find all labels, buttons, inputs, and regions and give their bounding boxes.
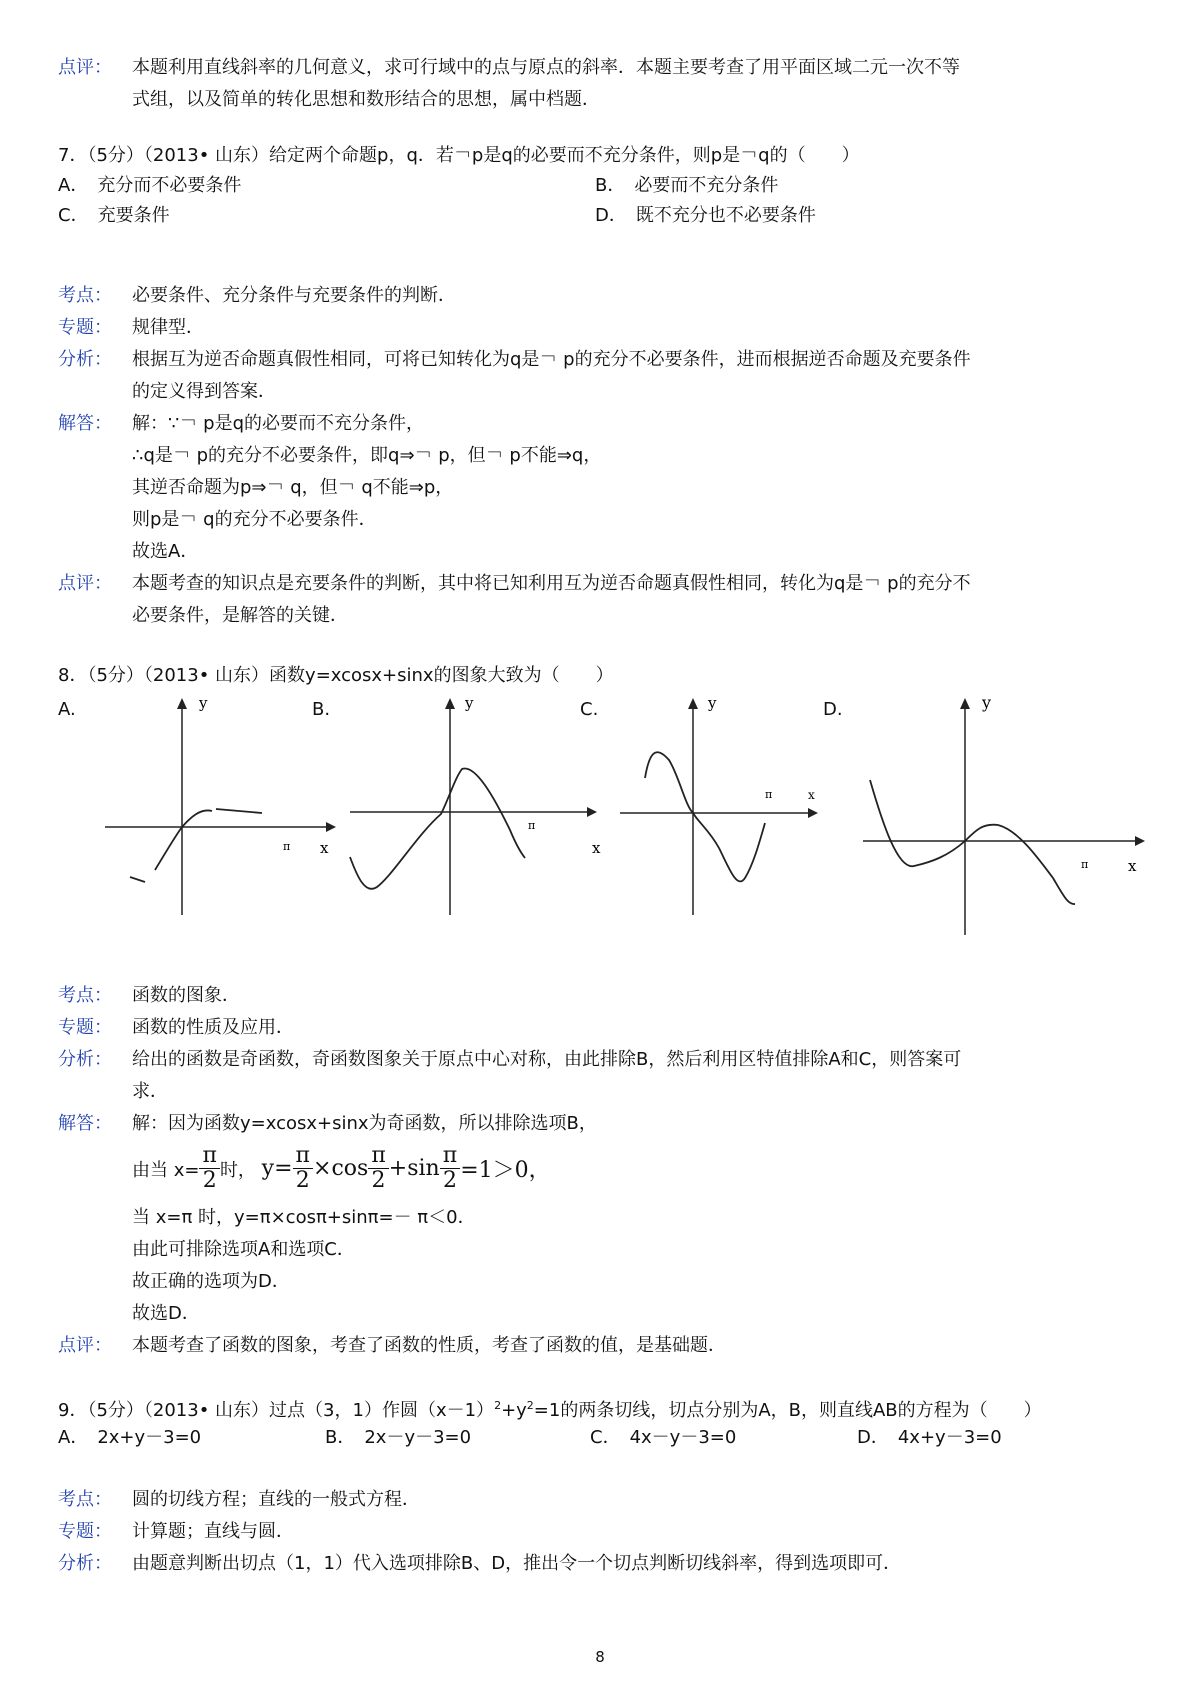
q8-zhuanti xyxy=(58,1012,1148,1044)
q7-option-b: B． 必要而不充分条件 xyxy=(595,175,779,196)
q7-dianping xyxy=(58,568,1148,600)
dianping-line-1: 本题考查的知识点是充要条件的判断，其中将已知利用互为逆否命题真假性相同，转化为q是￢ p的充分不 xyxy=(132,573,971,594)
jieda-label: 解答： xyxy=(58,1113,112,1134)
fenxi-label: 分析： xyxy=(58,349,112,370)
jieda-label: 解答： xyxy=(58,413,112,434)
q8-graph-d-letter: D. xyxy=(823,699,843,720)
curve xyxy=(645,752,765,881)
dianping-text: 本题考查了函数的图象，考查了函数的性质，考查了函数的值，是基础题． xyxy=(132,1335,726,1356)
q8-equation xyxy=(132,1144,551,1200)
graph-c xyxy=(615,690,825,920)
q8-graph-b-letter: B. xyxy=(312,699,331,720)
zhuanti-text: 规律型． xyxy=(132,317,204,338)
q7-option-a: A． 充分而不必要条件 xyxy=(58,175,242,196)
question-8-stem: 8．（5分）（2013• 山东）函数y=xcosx+sinx的图象大致为（ ） xyxy=(58,665,614,686)
q7-jieda-line-5: 故选A． xyxy=(132,541,199,562)
y-label: y xyxy=(708,694,717,712)
y-label: y xyxy=(199,694,208,712)
top-comment xyxy=(58,52,1148,84)
comment-line-2: 式组，以及简单的转化思想和数形结合的思想，属中档题． xyxy=(132,89,600,110)
q8-kaodian xyxy=(58,980,1148,1012)
q8-graph-a-letter: A. xyxy=(58,699,76,720)
q7-jieda-line-4: 则p是￢ q的充分不必要条件． xyxy=(132,509,377,530)
q8-jieda-line-5: 故正确的选项为D． xyxy=(132,1271,290,1292)
fenxi-label: 分析： xyxy=(58,1049,112,1070)
curve xyxy=(130,809,262,882)
pi-tick: π xyxy=(1081,858,1089,871)
fenxi-line-1: 根据互为逆否命题真假性相同，可将已知转化为q是￢ p的充分不必要条件，进而根据逆否命题及充要条件 xyxy=(132,349,971,370)
superscript: 2 xyxy=(526,1399,534,1412)
eq-text-1: 由当 x= xyxy=(132,1159,200,1181)
q7-jieda xyxy=(58,408,1148,440)
kaodian-label: 考点： xyxy=(58,1489,112,1510)
x-label: x xyxy=(808,788,815,802)
dianping-label: 点评： xyxy=(58,573,112,594)
zhuanti-label: 专题： xyxy=(58,1521,112,1542)
fraction-pi-over-2 xyxy=(368,1144,388,1193)
q9-option-d: D． 4x+y－3=0 xyxy=(857,1427,1002,1448)
y-label: y xyxy=(982,693,992,712)
q9-option-c: C． 4x－y－3=0 xyxy=(590,1427,737,1448)
pi-tick: π xyxy=(528,819,536,832)
jieda-line-1: 解：因为函数y=xcosx+sinx为奇函数，所以排除选项B， xyxy=(132,1113,597,1134)
pi-tick: π xyxy=(283,840,291,853)
x-label: x xyxy=(1128,857,1137,875)
fraction-pi-over-2 xyxy=(440,1144,460,1193)
kaodian-text: 必要条件、充分条件与充要条件的判断． xyxy=(132,285,456,306)
eq-text-2: 时， xyxy=(219,1159,256,1181)
q8-jieda-line-3: 当 x=π 时，y=π×cosπ+sinπ=－ π＜0． xyxy=(132,1207,476,1228)
stem-part-3: =1的两条切线，切点分别为A，B，则直线AB的方程为（ ） xyxy=(533,1400,1042,1421)
question-7-stem: 7．（5分）（2013• 山东）给定两个命题p，q．若￢p是q的必要而不充分条件，则p是￢q的（ ） xyxy=(58,145,860,166)
q7-dianping-line-2: 必要条件，是解答的关键． xyxy=(132,605,348,626)
q9-kaodian xyxy=(58,1484,1148,1516)
denominator: 2 xyxy=(202,1168,217,1193)
x-label: x xyxy=(592,839,601,857)
x-label: x xyxy=(320,839,329,857)
kaodian-text: 函数的图象． xyxy=(132,985,240,1006)
stem-part-2: +y xyxy=(501,1400,527,1421)
q7-option-d: D． 既不充分也不必要条件 xyxy=(595,205,816,226)
q8-jieda xyxy=(58,1108,1148,1140)
graph-a xyxy=(100,690,340,920)
denominator: 2 xyxy=(371,1168,386,1193)
q7-jieda-line-2: ∴q是￢ p的充分不必要条件，即q⇒￢ p，但￢ p不能⇒q， xyxy=(132,445,602,466)
curve xyxy=(350,768,525,888)
fraction-pi-over-2 xyxy=(293,1144,313,1193)
q7-option-c: C． 充要条件 xyxy=(58,205,170,226)
zhuanti-label: 专题： xyxy=(58,1017,112,1038)
x-axis-arrow xyxy=(326,822,336,832)
fenxi-text: 由题意判断出切点（1，1）代入选项排除B、D，推出令一个切点判断切线斜率，得到选项即可． xyxy=(132,1553,902,1574)
zhuanti-text: 计算题；直线与圆． xyxy=(132,1521,294,1542)
x-axis-arrow xyxy=(587,807,597,817)
zhuanti-label: 专题： xyxy=(58,317,112,338)
numerator: π xyxy=(440,1144,460,1169)
eq-text-6: =1＞0， xyxy=(460,1158,551,1183)
eq-text-3: y= xyxy=(261,1156,293,1181)
superscript: 2 xyxy=(494,1399,502,1412)
q8-jieda-line-6: 故选D． xyxy=(132,1303,200,1324)
stem-part-1: 9．（5分）（2013• 山东）过点（3，1）作圆（x－1） xyxy=(58,1400,495,1421)
kaodian-label: 考点： xyxy=(58,985,112,1006)
q7-jieda-line-3: 其逆否命题为p⇒￢ q，但￢ q不能⇒p， xyxy=(132,477,454,498)
fenxi-line-1: 给出的函数是奇函数，奇函数图象关于原点中心对称，由此排除B，然后利用区特值排除A和C，则答案可 xyxy=(132,1049,962,1070)
q8-fenxi-line-2: 求． xyxy=(132,1081,168,1102)
q8-fenxi xyxy=(58,1044,1148,1076)
eq-text-5: +sin xyxy=(388,1156,440,1181)
q8-dianping xyxy=(58,1330,1148,1362)
graph-b xyxy=(345,690,605,920)
fraction-pi-over-2 xyxy=(199,1144,219,1193)
dianping-label: 点评： xyxy=(58,1335,112,1356)
q9-zhuanti xyxy=(58,1516,1148,1548)
y-axis-arrow xyxy=(960,698,970,709)
q7-fenxi xyxy=(58,344,1148,376)
page-number: 8 xyxy=(595,1648,605,1666)
numerator: π xyxy=(293,1144,313,1169)
denominator: 2 xyxy=(442,1168,457,1193)
y-label: y xyxy=(465,694,474,712)
q7-fenxi-line-2: 的定义得到答案． xyxy=(132,381,276,402)
denominator: 2 xyxy=(295,1168,310,1193)
numerator: π xyxy=(368,1144,388,1169)
fenxi-label: 分析： xyxy=(58,1553,112,1574)
curve xyxy=(870,780,1075,904)
q7-kaodian xyxy=(58,280,1148,312)
graph-d xyxy=(858,690,1158,940)
y-axis-arrow xyxy=(688,698,698,709)
q9-fenxi xyxy=(58,1548,1148,1580)
zhuanti-text: 函数的性质及应用． xyxy=(132,1017,294,1038)
y-axis-arrow xyxy=(177,698,187,709)
jieda-line-1: 解：∵￢ p是q的必要而不充分条件， xyxy=(132,413,425,434)
y-axis-arrow xyxy=(445,698,455,709)
kaodian-label: 考点： xyxy=(58,285,112,306)
comment-line-1: 本题利用直线斜率的几何意义，求可行域中的点与原点的斜率．本题主要考查了用平面区域二元一次不等 xyxy=(132,57,960,78)
kaodian-text: 圆的切线方程；直线的一般式方程． xyxy=(132,1489,420,1510)
q9-option-b: B． 2x－y－3=0 xyxy=(325,1427,472,1448)
eq-text-4: ×cos xyxy=(313,1156,369,1181)
pi-tick: π xyxy=(765,788,773,801)
q8-graph-c-letter: C. xyxy=(580,699,599,720)
x-axis-arrow xyxy=(1135,836,1145,846)
comment-label: 点评： xyxy=(58,57,112,78)
numerator: π xyxy=(199,1144,219,1169)
q8-jieda-line-4: 由此可排除选项A和选项C． xyxy=(132,1239,355,1260)
q7-zhuanti xyxy=(58,312,1148,344)
q9-option-a: A． 2x+y－3=0 xyxy=(58,1427,202,1448)
x-axis-arrow xyxy=(808,808,818,818)
